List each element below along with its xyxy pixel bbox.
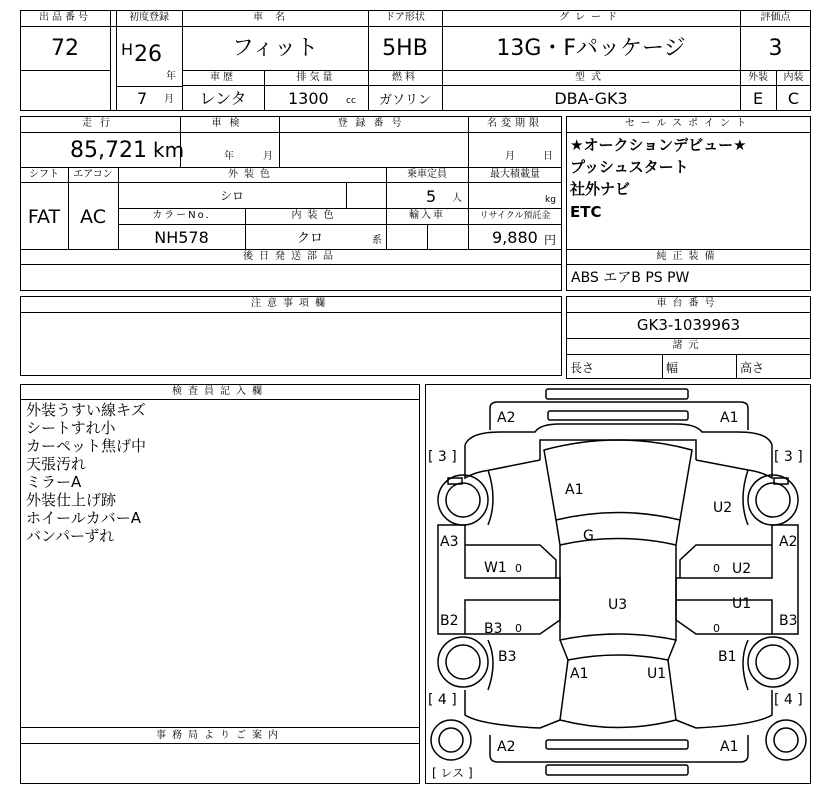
first-reg-month: 7 (137, 89, 148, 108)
name-change-label: 名変期限 (487, 118, 543, 129)
car-name-label: 車名 (253, 12, 297, 23)
mark-u2-right: U2 (732, 561, 752, 577)
inspector-line-4: 天張汚れ (26, 455, 87, 473)
history-label: 車歴 (210, 72, 236, 83)
grade: 13G・Fパッケージ (496, 36, 686, 61)
score: 3 (768, 36, 783, 61)
era: H (121, 40, 134, 59)
int-grade-label: 内装 (783, 72, 804, 83)
office-label: 事務局よりご案内 (156, 730, 284, 741)
mark-a1-rear-right: A1 (720, 739, 739, 755)
mileage: 85,721 (70, 138, 147, 163)
mark-3-right: [ 3 ] (774, 449, 803, 465)
mark-a2-front-left: A2 (497, 410, 516, 426)
mark-a1-front-right: A1 (720, 410, 739, 426)
color-no-label: カラーNo. (152, 210, 211, 221)
mark-a2-right: A2 (779, 534, 798, 550)
inspector-label: 検査員記入欄 (172, 386, 268, 397)
mark-a3-left: A3 (440, 534, 459, 550)
sales-point-line-1: ★オークションデビュー★ (570, 136, 747, 154)
recycle: 9,880 (492, 228, 538, 247)
name-change-month-unit: 月 (505, 151, 515, 162)
mark-u3-roof: U3 (608, 597, 628, 613)
inspector-line-3: カーペット焦げ中 (26, 437, 147, 455)
mark-zero-right-2: 0 (713, 622, 720, 635)
mark-w1-left: W1 (484, 560, 507, 576)
lot-no-label: 出品番号 (39, 12, 91, 23)
mark-b3-left: B3 (484, 621, 503, 637)
fuel-label: 燃料 (392, 72, 418, 83)
inspection-label: 車検 (211, 118, 248, 129)
mark-b1-rear-right: B1 (718, 649, 737, 665)
inspector-line-5: ミラーA (26, 473, 82, 491)
specs-label: 諸元 (672, 340, 705, 351)
inspection-month-unit: 月 (263, 151, 273, 162)
mark-a1-hood: A1 (565, 482, 584, 498)
first-reg-year: 26 (134, 42, 162, 67)
ac-label: エアコン (73, 169, 113, 180)
mark-zero-right-1: 0 (713, 562, 720, 575)
mark-3-left: [ 3 ] (428, 449, 457, 465)
int-color-suffix: 系 (372, 235, 382, 246)
inspector-line-8: バンパーずれ (26, 527, 115, 545)
later-parts-label: 後日発送部品 (243, 251, 339, 262)
first-reg-label: 初度登録 (129, 12, 169, 23)
year-unit: 年 (166, 71, 176, 82)
ext-grade-label: 外装 (748, 72, 768, 83)
reg-no-label: 登録番号 (337, 118, 410, 129)
equipment-label: 純正装備 (656, 251, 721, 262)
mark-spare-none: [ レス ] (432, 766, 473, 780)
inspection-year-unit: 年 (224, 151, 234, 162)
car-name: フィット (231, 36, 319, 61)
spec-width-label: 幅 (666, 361, 679, 375)
grade-label: グレード (559, 12, 623, 23)
capacity: 5 (426, 187, 437, 206)
mark-u1-trunk: U1 (647, 666, 667, 682)
mark-u1-right: U1 (732, 596, 752, 612)
inspector-line-1: 外装うすい線キズ (26, 401, 146, 419)
inspector-line-7: ホイールカバーA (26, 509, 141, 527)
ext-color: シロ (219, 189, 244, 203)
sales-point-line-4: ETC (570, 203, 602, 221)
capacity-label: 乗車定員 (407, 169, 447, 180)
mark-u2-fender: U2 (713, 500, 733, 516)
int-grade: C (787, 89, 800, 108)
import-label: 輸入車 (409, 210, 445, 221)
sales-point-line-3: 社外ナビ (570, 180, 631, 198)
month-unit: 月 (164, 94, 174, 105)
mark-zero-left-1: 0 (515, 562, 522, 575)
door-label: ドア形状 (385, 12, 425, 23)
mark-b3-rear-left: B3 (498, 649, 517, 665)
max-load-unit: kg (545, 195, 556, 205)
mark-b3-right: B3 (779, 613, 798, 629)
recycle-unit: 円 (544, 233, 557, 247)
displacement: 1300 (288, 89, 329, 108)
door: 5HB (382, 36, 428, 61)
name-change-day-unit: 日 (543, 151, 553, 162)
mark-4-right: [ 4 ] (774, 692, 803, 708)
inspector-line-2: シートすれ小 (26, 419, 116, 437)
mark-b2-left: B2 (440, 613, 459, 629)
color-no: NH578 (154, 228, 209, 247)
model-label: 型式 (575, 72, 607, 83)
spec-height-label: 高さ (740, 361, 765, 375)
inspector-line-6: 外装仕上げ跡 (26, 491, 117, 509)
notes-label: 注意事項欄 (251, 298, 331, 309)
cc-unit: cc (346, 96, 356, 106)
sales-point-line-2: プッシュスタート (570, 158, 689, 176)
ext-color-label: 外装色 (228, 169, 276, 180)
shift: FAT (27, 206, 61, 228)
equipment: ABS エアB PS PW (571, 270, 690, 286)
fuel: ガソリン (378, 93, 431, 108)
recycle-label: リサイクル預託金 (479, 211, 551, 221)
mileage-unit: km (153, 138, 185, 162)
lot-no: 72 (51, 36, 79, 61)
history: レンタ (199, 89, 247, 108)
int-color-label: 内装色 (291, 210, 340, 221)
mark-a1-trunk: A1 (570, 666, 589, 682)
capacity-unit: 人 (452, 193, 462, 204)
int-color: クロ (297, 231, 324, 246)
displacement-label: 排気量 (296, 72, 336, 83)
mileage-label: 走行 (82, 118, 118, 129)
mark-zero-left-2: 0 (515, 622, 522, 635)
mark-4-left: [ 4 ] (428, 692, 457, 708)
chassis-number: GK3-1039963 (636, 316, 741, 334)
max-load-label: 最大積載量 (490, 169, 540, 180)
ext-grade: E (752, 89, 764, 108)
score-label: 評価点 (760, 12, 791, 23)
chassis-label: 車台番号 (656, 298, 721, 309)
mark-a2-rear-left: A2 (497, 739, 516, 755)
model: DBA-GK3 (554, 89, 628, 108)
mark-g-glass: G (583, 528, 594, 544)
spec-length-label: 長さ (570, 361, 595, 375)
shift-label: シフト (29, 169, 59, 180)
sales-point-label: セールスポイント (624, 118, 753, 129)
ac: AC (80, 206, 106, 228)
